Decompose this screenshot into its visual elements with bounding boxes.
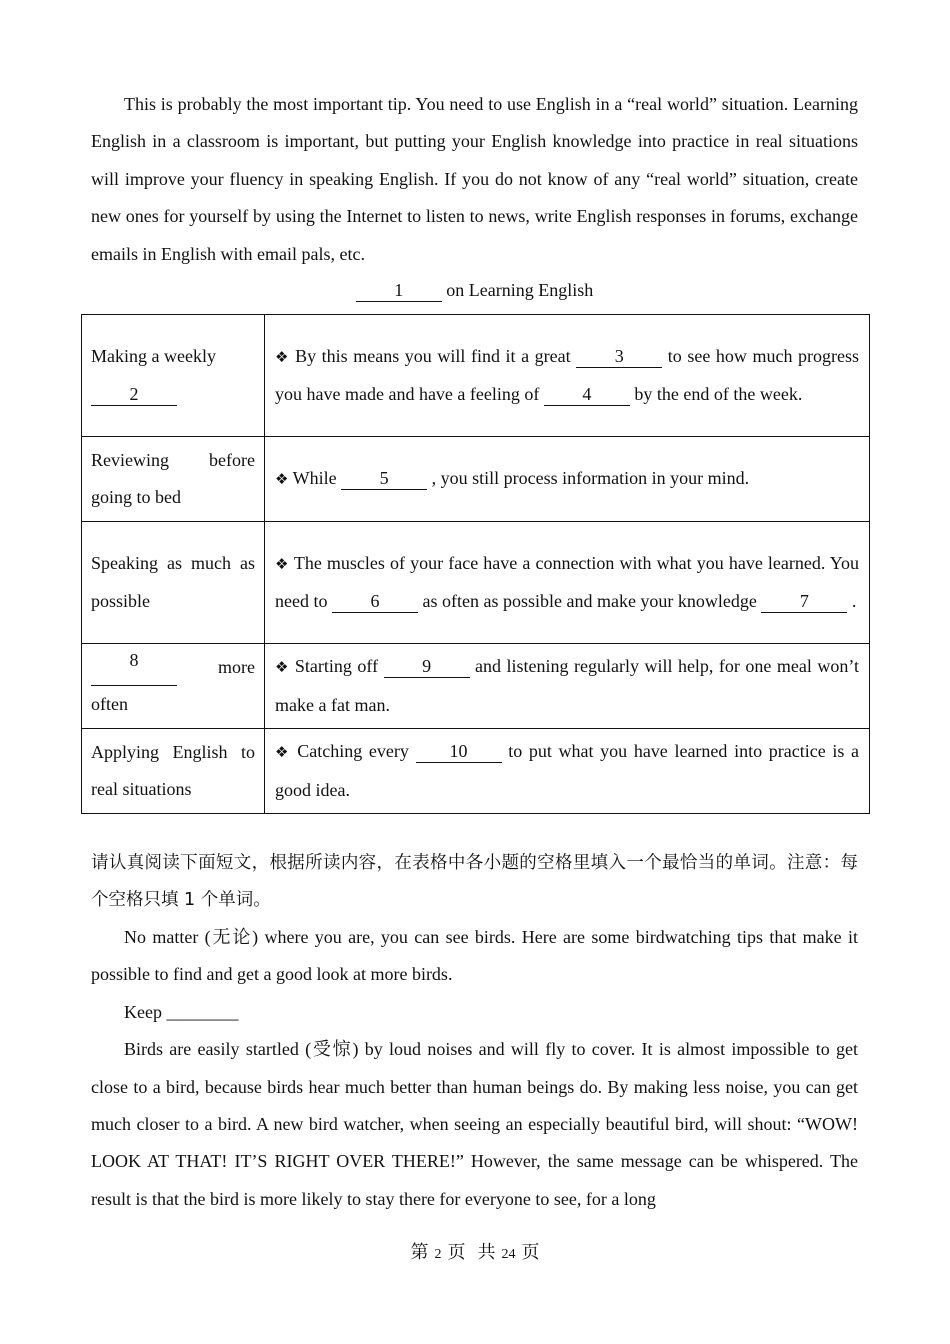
table-cell-right [265, 437, 870, 522]
left-text: Applying English to real situations [91, 741, 255, 799]
left-text: Reviewing before going to bed [91, 449, 255, 507]
tips-table [81, 314, 870, 814]
table-cell-right [265, 522, 870, 644]
diamond-icon: ❖ [275, 347, 290, 366]
footer-di: 第 [410, 1242, 429, 1263]
instruction-cn: 请认真阅读下面短文，根据所读内容，在表格中各小题的空格里填入一个最恰当的单词。注意：每个空格只填 1 个单词。 [91, 853, 858, 910]
table-cell-left [82, 315, 265, 437]
diamond-icon: ❖ [275, 658, 290, 677]
blank-9[interactable]: 9 [384, 655, 470, 678]
heading-keep: Keep ________ [124, 1001, 239, 1022]
blank-1[interactable]: 1 [356, 279, 442, 302]
para-2: No matter (无论) where you are, you can see birds. Here are some birdwatching tips that make it possible to find and get a good look at more birds. [91, 927, 858, 985]
blank-10[interactable]: 10 [416, 740, 502, 763]
table-cell-right [265, 729, 870, 814]
table-row [82, 437, 870, 522]
para-3: Birds are easily startled (受惊) by loud noises and will fly to cover. It is almost impossible to get close to a bird, because birds hear much better than human beings do. By making less noise, you can get much closer to a bird. A new bird watcher, when seeing an especially beautiful bird, will shout: “WOW! LOOK AT THAT! IT’S RIGHT OVER THERE!” However, the same message can be whispered. The result is that the bird is more likely to stay there for everyone to see, for a long [91, 1039, 858, 1209]
row-text: Starting off [289, 656, 384, 677]
table-cell-left [82, 522, 265, 644]
footer-gong: 共 [477, 1242, 496, 1263]
row-text: to put what you have learned into practice is a good idea. [275, 741, 859, 800]
footer-ye: 页 [447, 1242, 466, 1263]
table-title-text: on Learning English [441, 280, 594, 301]
diamond-icon: ❖ [275, 469, 289, 488]
table-cell-left [82, 437, 265, 522]
left-text: Speaking as much as possible [91, 553, 255, 611]
reading-section [91, 845, 858, 1218]
footer-ye2: 页 [521, 1242, 540, 1263]
blank-8[interactable]: 8 [91, 649, 177, 686]
left-text-more: more [218, 656, 255, 677]
row-text: and listening regularly will help, for one meal won’t make a fat man. [275, 656, 859, 715]
blank-4[interactable]: 4 [544, 383, 630, 406]
footer-page-number: 2 [434, 1247, 442, 1262]
row-text: The muscles of your face have a connection with what you have learned. You need to [275, 552, 860, 611]
row-text: to see how much progress you have made and have a feeling of [275, 345, 859, 404]
blank-5[interactable]: 5 [341, 467, 427, 490]
table-row [82, 522, 870, 644]
table-cell-left [82, 644, 265, 729]
left-text: Making a weekly [91, 346, 216, 367]
footer-total-pages: 24 [501, 1247, 516, 1262]
intro-section [91, 86, 858, 307]
blank-7[interactable]: 7 [761, 590, 847, 613]
blank-2[interactable]: 2 [91, 383, 177, 406]
table-cell-right [265, 644, 870, 729]
row-text: While [288, 467, 342, 488]
table-cell-left [82, 729, 265, 814]
table-row [82, 315, 870, 437]
page-footer [0, 1238, 950, 1264]
diamond-icon: ❖ [275, 554, 290, 573]
intro-paragraph: This is probably the most important tip. You need to use English in a “real world” situation. Learning English in a classroom is important, but putting your English knowledge into practice in real situations will improve your fluency in speaking English. If you do not know of any “real world” situation, create new ones for yourself by using the Internet to listen to news, write English responses in forums, exchange emails in English with email pals, etc. [91, 94, 858, 264]
row-text: Catching every [290, 741, 416, 762]
blank-3[interactable]: 3 [576, 345, 662, 368]
table-cell-right [265, 315, 870, 437]
row-text: By this means you will find it a great [289, 345, 577, 366]
row-text: , you still process information in your mind. [427, 467, 750, 488]
row-text: . [847, 591, 857, 611]
row-text: by the end of the week. [629, 384, 803, 404]
table-title [91, 273, 858, 307]
table-row [82, 729, 870, 814]
left-text-often: often [91, 694, 128, 714]
table-row [82, 644, 870, 729]
blank-6[interactable]: 6 [332, 590, 418, 613]
row-text: as often as possible and make your knowledge [417, 591, 762, 611]
diamond-icon: ❖ [275, 743, 291, 762]
